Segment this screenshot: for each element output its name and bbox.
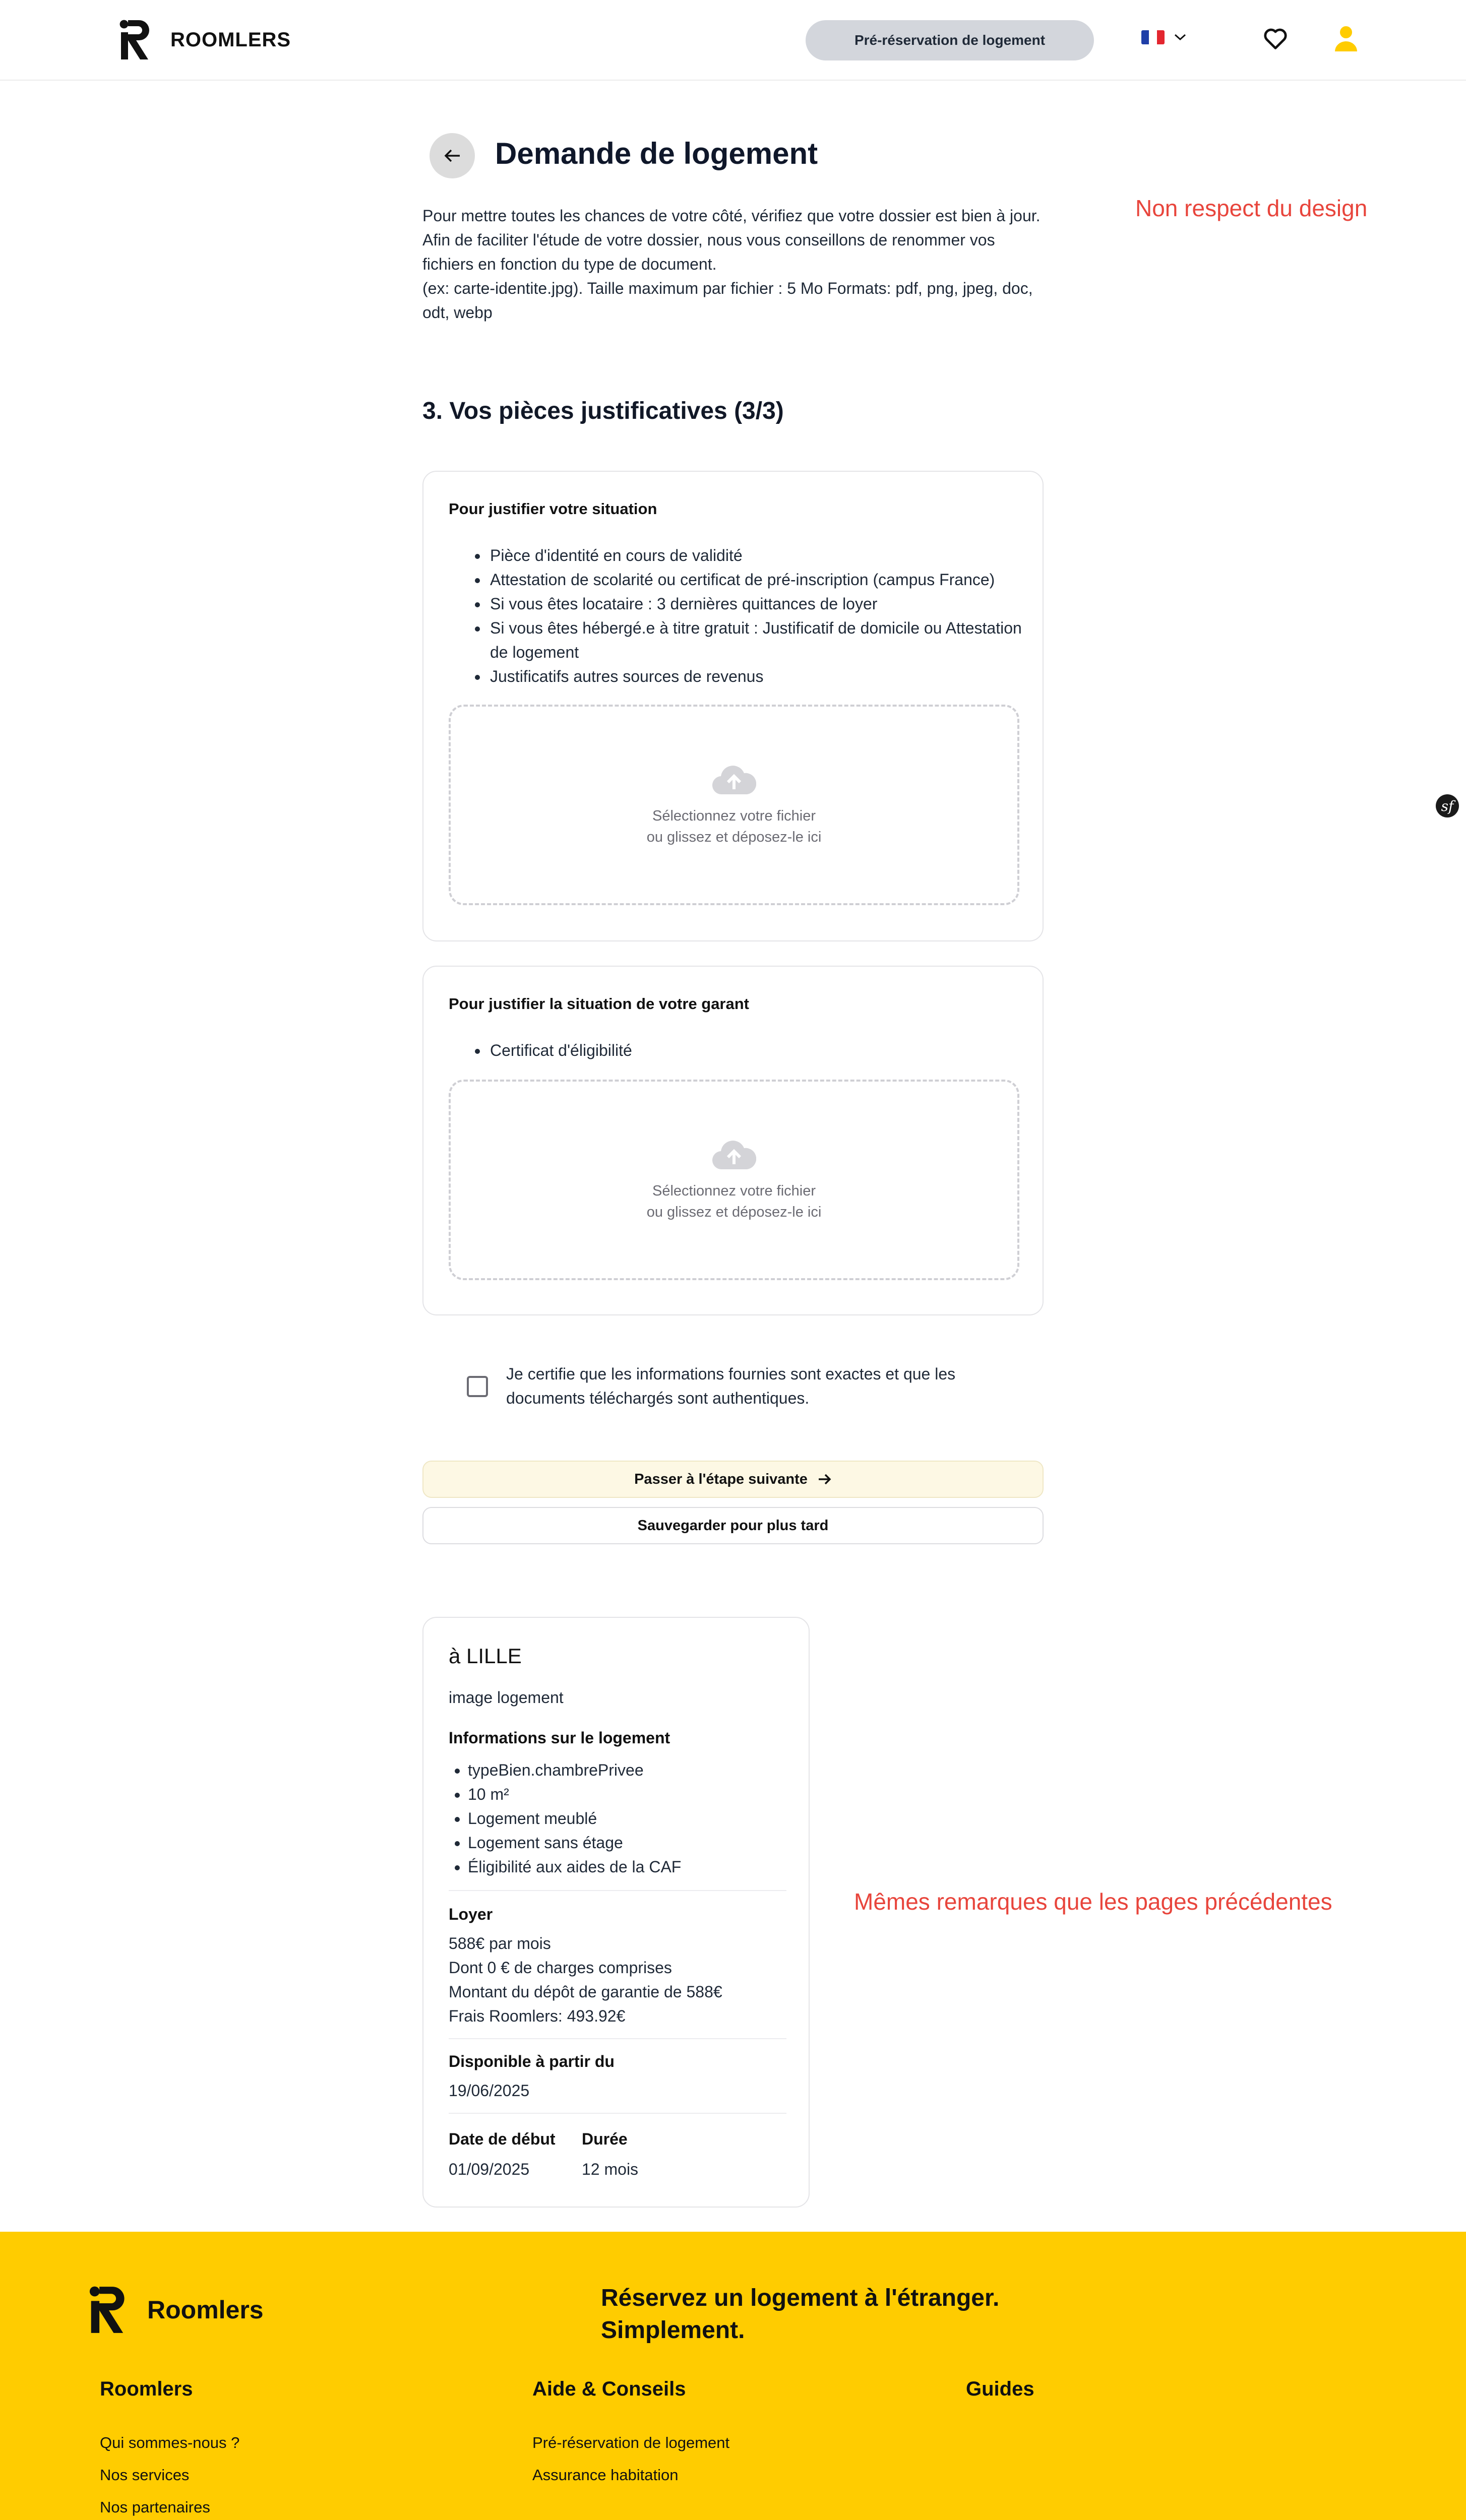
start-date-value: 01/09/2025 [449,2160,530,2178]
list-item: • Si vous êtes locataire : 3 dernières quittances de loyer [488,592,1022,616]
rent-line: Frais Roomlers: 493.92€ [449,2007,626,2025]
review-annotation-design: Non respect du design [1135,195,1368,221]
save-for-later-button[interactable]: Sauvegarder pour plus tard [422,1507,1044,1544]
prereservation-button[interactable]: Pré-réservation de logement [806,20,1094,60]
dropzone-label: Sélectionnez votre fichier [652,808,816,824]
file-dropzone[interactable] [449,1080,1019,1280]
list-item: • Pièce d'identité en cours de validité [488,543,1022,568]
property-image-placeholder: image logement [449,1688,564,1707]
user-account-icon[interactable] [1335,25,1357,51]
list-item: • Éligibilité aux aides de la CAF [468,1855,681,1879]
required-documents-list [488,1038,1022,1062]
footer-column-help [532,2378,729,2491]
favorites-heart-icon[interactable] [1262,25,1289,51]
rent-details [449,1931,722,2028]
file-dropzone[interactable] [449,705,1019,905]
footer [0,2232,1466,2520]
footer-brand-name: Roomlers [147,2296,264,2324]
page-title: Demande de logement [495,137,818,170]
section-title: 3. Vos pièces justificatives (3/3) [422,398,784,424]
list-item: • typeBien.chambrePrivee [468,1758,681,1782]
available-heading: Disponible à partir du [449,2052,615,2070]
cloud-upload-icon [712,1139,756,1170]
arrow-left-icon [444,148,461,163]
footer-column-title: Roomlers [100,2378,193,2400]
brand-logo[interactable] [119,19,291,60]
cloud-upload-icon [712,764,756,795]
dropzone-hint: ou glissez et déposez-le ici [646,1204,822,1220]
rent-line: Montant du dépôt de garantie de 588€ [449,1983,722,2001]
list-item: • 10 m² [468,1782,681,1806]
intro-line: Afin de faciliter l'étude de votre dossier, nous vous conseillons de renommer vos fichiers en fonction du type de document. [422,231,995,273]
footer-link[interactable]: Pré-réservation de logement [532,2434,730,2451]
back-button[interactable] [430,133,475,178]
rent-line: Dont 0 € de charges comprises [449,1959,672,1977]
arrow-right-icon [818,1473,832,1485]
footer-column-title[interactable]: Guides [966,2378,1034,2400]
duration-value: 12 mois [582,2160,639,2178]
divider [449,2038,786,2039]
guarantor-documents-card [422,966,1044,1315]
footer-column-roomlers [100,2378,239,2520]
list-item: • Justificatifs autres sources de revenus [488,664,1022,688]
property-city: à LILLE [449,1644,522,1668]
property-info-list [468,1758,681,1879]
footer-link[interactable]: Nos partenaires [100,2498,210,2516]
situation-documents-card [422,471,1044,941]
france-flag-icon [1141,30,1165,44]
language-selector[interactable] [1141,30,1187,44]
start-date-heading: Date de début [449,2130,556,2148]
divider [449,1890,786,1891]
required-documents-list [488,543,1022,688]
certify-row [467,1362,1036,1410]
list-item: • Logement sans étage [468,1831,681,1855]
roomlers-logo-icon [89,2285,129,2335]
available-date: 19/06/2025 [449,2082,530,2100]
brand-name: ROOMLERS [170,28,291,51]
footer-link[interactable]: Nos services [100,2466,190,2484]
dropzone-label: Sélectionnez votre fichier [652,1183,816,1199]
symfony-debug-icon[interactable]: sf [1436,794,1459,817]
rent-line: 588€ par mois [449,1934,551,1952]
certify-label: Je certifie que les informations fournies sont exactes et que les documents téléchargés sont authentiques. [506,1365,956,1407]
chevron-down-icon [1174,33,1187,41]
footer-link[interactable]: Assurance habitation [532,2466,679,2484]
card-title: Pour justifier votre situation [449,500,657,518]
footer-tagline [601,2282,999,2347]
footer-brand-logo[interactable] [89,2285,264,2335]
next-step-label: Passer à l'étape suivante [634,1471,808,1487]
rent-heading: Loyer [449,1905,493,1923]
divider [449,2113,786,2114]
duration-heading: Durée [582,2130,628,2148]
tagline-line: Réservez un logement à l'étranger. [601,2285,1000,2311]
footer-column-guides [966,2378,1034,2427]
review-annotation-previous: Mêmes remarques que les pages précédentes [854,1888,1332,1915]
intro-text [422,204,1043,325]
intro-line: (ex: carte-identite.jpg). Taille maximum par fichier : 5 Mo Formats: pdf, png, jpeg, doc, odt, webp [422,279,1033,322]
top-navbar [0,0,1466,81]
roomlers-logo-icon [119,19,153,60]
footer-column-title: Aide & Conseils [532,2378,686,2400]
footer-link[interactable]: Qui sommes-nous ? [100,2434,240,2451]
property-summary-card [422,1617,810,2208]
next-step-button[interactable] [422,1461,1044,1498]
intro-line: Pour mettre toutes les chances de votre côté, vérifiez que votre dossier est bien à jour. [422,207,1041,225]
list-item: • Attestation de scolarité ou certificat de pré-inscription (campus France) [488,568,1022,592]
tagline-line: Simplement. [601,2317,745,2344]
card-title: Pour justifier la situation de votre garant [449,995,749,1013]
info-heading: Informations sur le logement [449,1729,670,1747]
dropzone-hint: ou glissez et déposez-le ici [646,829,822,845]
certify-checkbox[interactable] [467,1376,488,1397]
list-item: • Si vous êtes hébergé.e à titre gratuit : Justificatif de domicile ou Attestation de logement [488,616,1022,664]
list-item: • Certificat d'éligibilité [488,1038,1022,1062]
list-item: • Logement meublé [468,1806,681,1831]
